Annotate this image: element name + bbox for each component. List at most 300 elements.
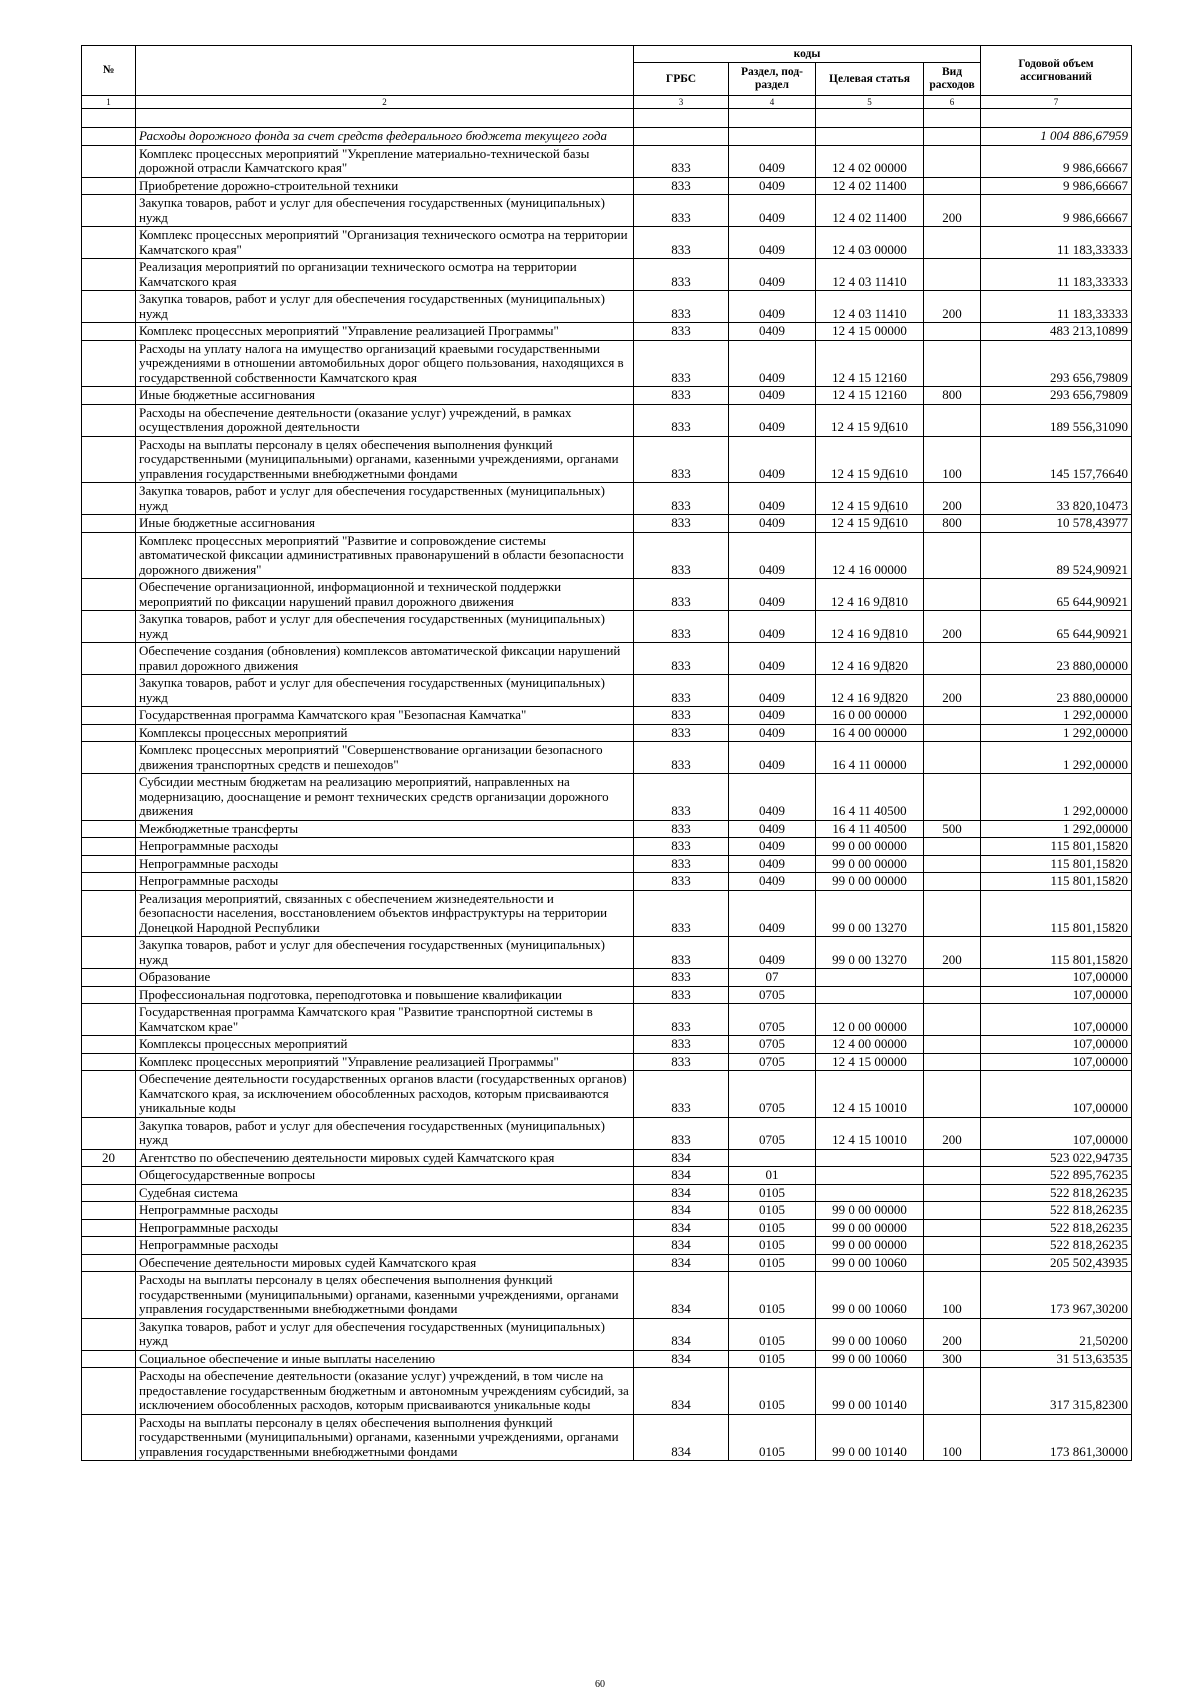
row-kind: 800 [924, 387, 981, 405]
table-row [82, 532, 1132, 579]
row-name: Закупка товаров, работ и услуг для обеспечения государственных (муниципальных) нужд [136, 195, 634, 227]
row-section: 0105 [729, 1237, 816, 1255]
row-kind [924, 890, 981, 937]
table-row [82, 724, 1132, 742]
row-target: 12 4 16 00000 [816, 532, 924, 579]
column-number: 2 [136, 96, 634, 109]
row-number [82, 1254, 136, 1272]
row-kind [924, 643, 981, 675]
header-kind: Вид расходов [924, 63, 981, 96]
row-grbs: 833 [634, 937, 729, 969]
table-row [82, 675, 1132, 707]
row-target: 12 4 15 10010 [816, 1071, 924, 1118]
table-row [82, 1368, 1132, 1415]
row-number [82, 838, 136, 856]
row-number [82, 1318, 136, 1350]
row-target: 99 0 00 00000 [816, 855, 924, 873]
header-number: № [82, 46, 136, 96]
row-name: Расходы на выплаты персоналу в целях обеспечения выполнения функций государственными (муниципальными) органами, казенными учреждениями, органами управления государственными внебюджетными фондами [136, 436, 634, 483]
table-row [82, 1202, 1132, 1220]
row-name: Комплекс процессных мероприятий "Развитие и сопровождение системы автоматической фиксации административных правонарушений в области безопасности дорожного движения" [136, 532, 634, 579]
table-row [82, 195, 1132, 227]
row-name: Расходы на обеспечение деятельности (оказание услуг) учреждений, в рамках осуществления дорожной деятельности [136, 404, 634, 436]
row-section: 0409 [729, 387, 816, 405]
row-name: Комплекс процессных мероприятий "Организация технического осмотра на территории Камчатского края" [136, 227, 634, 259]
row-target: 12 4 00 00000 [816, 1036, 924, 1054]
table-row [82, 1036, 1132, 1054]
row-amount: 523 022,94735 [981, 1149, 1132, 1167]
row-name: Государственная программа Камчатского края "Безопасная Камчатка" [136, 707, 634, 725]
table-body [82, 128, 1132, 1461]
row-grbs: 834 [634, 1254, 729, 1272]
row-number [82, 340, 136, 387]
table-row [82, 855, 1132, 873]
row-amount: 107,00000 [981, 1053, 1132, 1071]
row-kind: 100 [924, 1414, 981, 1461]
header-codes: коды [634, 46, 981, 63]
row-number [82, 1071, 136, 1118]
table-row [82, 227, 1132, 259]
row-grbs: 833 [634, 820, 729, 838]
row-grbs: 834 [634, 1368, 729, 1415]
row-amount: 173 967,30200 [981, 1272, 1132, 1319]
row-amount: 65 644,90921 [981, 579, 1132, 611]
row-kind [924, 873, 981, 891]
row-number [82, 937, 136, 969]
row-target: 12 4 15 12160 [816, 340, 924, 387]
row-number [82, 1117, 136, 1149]
row-name: Обеспечение создания (обновления) комплексов автоматической фиксации нарушений правил дорожного движения [136, 643, 634, 675]
row-amount: 173 861,30000 [981, 1414, 1132, 1461]
row-name: Приобретение дорожно-строительной техники [136, 177, 634, 195]
row-number [82, 128, 136, 146]
row-grbs: 833 [634, 1036, 729, 1054]
row-target: 16 4 11 00000 [816, 742, 924, 774]
table-row [82, 1117, 1132, 1149]
table-row [82, 969, 1132, 987]
row-target: 99 0 00 00000 [816, 873, 924, 891]
row-kind: 200 [924, 1117, 981, 1149]
row-target: 12 4 16 9Д810 [816, 611, 924, 643]
row-target: 16 0 00 00000 [816, 707, 924, 725]
row-grbs [634, 128, 729, 146]
column-number: 4 [729, 96, 816, 109]
row-number [82, 227, 136, 259]
row-target [816, 1184, 924, 1202]
row-section: 0409 [729, 675, 816, 707]
row-kind [924, 177, 981, 195]
row-kind [924, 340, 981, 387]
row-target: 12 4 03 11410 [816, 259, 924, 291]
row-grbs: 833 [634, 515, 729, 533]
table-row [82, 1149, 1132, 1167]
row-amount: 107,00000 [981, 969, 1132, 987]
header-target: Целевая статья [816, 63, 924, 96]
row-name: Непрограммные расходы [136, 873, 634, 891]
row-kind [924, 774, 981, 821]
row-number [82, 1053, 136, 1071]
table-row [82, 742, 1132, 774]
row-number [82, 259, 136, 291]
row-grbs: 833 [634, 675, 729, 707]
column-number: 6 [924, 96, 981, 109]
row-number [82, 774, 136, 821]
table-row [82, 323, 1132, 341]
table-row [82, 291, 1132, 323]
row-target: 12 4 16 9Д820 [816, 675, 924, 707]
row-target [816, 969, 924, 987]
row-name: Иные бюджетные ассигнования [136, 515, 634, 533]
row-section: 0105 [729, 1414, 816, 1461]
row-target: 16 4 11 40500 [816, 774, 924, 821]
table-row [82, 1004, 1132, 1036]
row-target: 99 0 00 10140 [816, 1368, 924, 1415]
row-number [82, 145, 136, 177]
row-kind [924, 1149, 981, 1167]
row-section: 0409 [729, 177, 816, 195]
row-name: Закупка товаров, работ и услуг для обеспечения государственных (муниципальных) нужд [136, 1318, 634, 1350]
row-target: 12 4 15 00000 [816, 323, 924, 341]
row-amount: 189 556,31090 [981, 404, 1132, 436]
row-amount: 11 183,33333 [981, 259, 1132, 291]
row-kind [924, 404, 981, 436]
row-name: Закупка товаров, работ и услуг для обеспечения государственных (муниципальных) нужд [136, 291, 634, 323]
row-section: 0105 [729, 1184, 816, 1202]
row-amount: 107,00000 [981, 1117, 1132, 1149]
row-amount: 1 292,00000 [981, 742, 1132, 774]
row-section: 0409 [729, 890, 816, 937]
row-number [82, 1036, 136, 1054]
row-target: 99 0 00 13270 [816, 937, 924, 969]
row-section: 01 [729, 1167, 816, 1185]
row-section: 0409 [729, 774, 816, 821]
row-grbs: 833 [634, 259, 729, 291]
row-target: 12 4 15 9Д610 [816, 483, 924, 515]
row-kind [924, 1254, 981, 1272]
row-target: 12 4 16 9Д820 [816, 643, 924, 675]
row-grbs: 834 [634, 1202, 729, 1220]
row-target: 99 0 00 00000 [816, 1202, 924, 1220]
row-section: 0409 [729, 579, 816, 611]
row-section: 0105 [729, 1254, 816, 1272]
row-name: Судебная система [136, 1184, 634, 1202]
row-number [82, 1272, 136, 1319]
row-amount: 23 880,00000 [981, 675, 1132, 707]
row-number [82, 1167, 136, 1185]
table-row [82, 128, 1132, 146]
row-name: Расходы на выплаты персоналу в целях обеспечения выполнения функций государственными (муниципальными) органами, казенными учреждениями, органами управления государственными внебюджетными фондами [136, 1414, 634, 1461]
table-row [82, 404, 1132, 436]
row-section: 0105 [729, 1350, 816, 1368]
row-name: Социальное обеспечение и иные выплаты населению [136, 1350, 634, 1368]
table-row [82, 1318, 1132, 1350]
row-number [82, 195, 136, 227]
row-name: Непрограммные расходы [136, 1219, 634, 1237]
row-kind: 100 [924, 1272, 981, 1319]
row-name: Обеспечение деятельности государственных органов власти (государственных органов) Камчатского края, за исключением обособленных расходов, которым присваиваются уникальные коды [136, 1071, 634, 1118]
row-amount: 1 004 886,67959 [981, 128, 1132, 146]
row-section: 0105 [729, 1318, 816, 1350]
row-kind: 200 [924, 1318, 981, 1350]
row-amount: 31 513,63535 [981, 1350, 1132, 1368]
row-kind: 200 [924, 675, 981, 707]
row-section: 0409 [729, 340, 816, 387]
row-section: 0409 [729, 855, 816, 873]
row-target: 12 4 15 00000 [816, 1053, 924, 1071]
row-number [82, 1350, 136, 1368]
row-amount: 522 818,26235 [981, 1237, 1132, 1255]
row-number: 20 [82, 1149, 136, 1167]
row-section: 0705 [729, 1053, 816, 1071]
row-target [816, 1149, 924, 1167]
row-grbs: 834 [634, 1414, 729, 1461]
header-grbs: ГРБС [634, 63, 729, 96]
row-target: 12 4 15 12160 [816, 387, 924, 405]
row-name: Закупка товаров, работ и услуг для обеспечения государственных (муниципальных) нужд [136, 483, 634, 515]
row-grbs: 833 [634, 195, 729, 227]
row-amount: 293 656,79809 [981, 387, 1132, 405]
row-amount: 9 986,66667 [981, 145, 1132, 177]
row-amount: 1 292,00000 [981, 774, 1132, 821]
row-kind: 800 [924, 515, 981, 533]
row-grbs: 833 [634, 340, 729, 387]
row-grbs: 833 [634, 177, 729, 195]
row-target: 12 4 03 00000 [816, 227, 924, 259]
row-kind [924, 1237, 981, 1255]
row-kind: 200 [924, 195, 981, 227]
row-amount: 23 880,00000 [981, 643, 1132, 675]
row-name: Закупка товаров, работ и услуг для обеспечения государственных (муниципальных) нужд [136, 675, 634, 707]
page-number: 60 [595, 1679, 605, 1690]
row-section: 0409 [729, 532, 816, 579]
row-number [82, 742, 136, 774]
row-kind [924, 579, 981, 611]
row-amount: 145 157,76640 [981, 436, 1132, 483]
row-section: 0705 [729, 1117, 816, 1149]
row-target: 99 0 00 00000 [816, 1237, 924, 1255]
row-kind: 200 [924, 937, 981, 969]
row-section: 0409 [729, 404, 816, 436]
table-row [82, 1184, 1132, 1202]
row-target: 99 0 00 10060 [816, 1272, 924, 1319]
table-row [82, 873, 1132, 891]
row-grbs: 833 [634, 838, 729, 856]
row-name: Непрограммные расходы [136, 1237, 634, 1255]
table-row [82, 145, 1132, 177]
row-target: 12 4 02 11400 [816, 195, 924, 227]
row-name: Расходы на уплату налога на имущество организаций краевыми государственными учреждениями в отношении автомобильных дорог общего пользования, находящихся в государственной собственности Камчатского края [136, 340, 634, 387]
row-section: 0409 [729, 838, 816, 856]
row-number [82, 675, 136, 707]
row-name: Обеспечение деятельности мировых судей Камчатского края [136, 1254, 634, 1272]
row-number [82, 873, 136, 891]
table-row [82, 820, 1132, 838]
row-section: 0105 [729, 1202, 816, 1220]
row-name: Закупка товаров, работ и услуг для обеспечения государственных (муниципальных) нужд [136, 937, 634, 969]
row-amount: 115 801,15820 [981, 838, 1132, 856]
row-name: Комплексы процессных мероприятий [136, 724, 634, 742]
row-target [816, 128, 924, 146]
row-amount: 522 818,26235 [981, 1202, 1132, 1220]
row-section: 0409 [729, 611, 816, 643]
row-grbs: 833 [634, 532, 729, 579]
row-section: 0409 [729, 323, 816, 341]
row-grbs: 833 [634, 707, 729, 725]
row-grbs: 833 [634, 291, 729, 323]
row-kind [924, 1202, 981, 1220]
budget-table [81, 45, 1132, 1461]
row-section: 0409 [729, 259, 816, 291]
row-number [82, 986, 136, 1004]
row-number [82, 323, 136, 341]
row-amount: 11 183,33333 [981, 227, 1132, 259]
row-number [82, 890, 136, 937]
table-row [82, 1219, 1132, 1237]
row-grbs: 833 [634, 611, 729, 643]
row-amount: 33 820,10473 [981, 483, 1132, 515]
row-number [82, 1414, 136, 1461]
row-kind [924, 1184, 981, 1202]
row-section: 0409 [729, 820, 816, 838]
row-section: 0409 [729, 195, 816, 227]
row-section: 0409 [729, 515, 816, 533]
row-grbs: 833 [634, 404, 729, 436]
row-kind [924, 707, 981, 725]
table-row [82, 259, 1132, 291]
row-section: 0409 [729, 483, 816, 515]
row-target: 12 4 15 9Д610 [816, 515, 924, 533]
row-kind [924, 969, 981, 987]
row-name: Агентство по обеспечению деятельности мировых судей Камчатского края [136, 1149, 634, 1167]
column-number: 3 [634, 96, 729, 109]
row-grbs: 833 [634, 1117, 729, 1149]
row-number [82, 1184, 136, 1202]
row-grbs: 833 [634, 986, 729, 1004]
row-target: 99 0 00 00000 [816, 838, 924, 856]
row-kind [924, 1004, 981, 1036]
row-amount: 107,00000 [981, 1004, 1132, 1036]
row-name: Закупка товаров, работ и услуг для обеспечения государственных (муниципальных) нужд [136, 1117, 634, 1149]
header-section: Раздел, под-раздел [729, 63, 816, 96]
row-kind [924, 323, 981, 341]
row-kind [924, 1219, 981, 1237]
row-number [82, 515, 136, 533]
table-row [82, 387, 1132, 405]
row-name: Расходы на выплаты персоналу в целях обеспечения выполнения функций государственными (муниципальными) органами, казенными учреждениями, органами управления государственными внебюджетными фондами [136, 1272, 634, 1319]
row-name: Профессиональная подготовка, переподготовка и повышение квалификации [136, 986, 634, 1004]
row-target: 99 0 00 10140 [816, 1414, 924, 1461]
row-section: 0409 [729, 291, 816, 323]
row-amount: 115 801,15820 [981, 873, 1132, 891]
table-row [82, 1237, 1132, 1255]
table-row [82, 340, 1132, 387]
row-section: 0105 [729, 1368, 816, 1415]
row-grbs: 833 [634, 643, 729, 675]
row-section: 0705 [729, 1004, 816, 1036]
row-kind [924, 259, 981, 291]
table-row [82, 1414, 1132, 1461]
table-row [82, 643, 1132, 675]
column-number: 1 [82, 96, 136, 109]
row-name: Комплекс процессных мероприятий "Управление реализацией Программы" [136, 323, 634, 341]
row-amount: 522 895,76235 [981, 1167, 1132, 1185]
row-grbs: 833 [634, 1004, 729, 1036]
row-grbs: 833 [634, 323, 729, 341]
table-row [82, 436, 1132, 483]
column-number: 5 [816, 96, 924, 109]
row-amount: 1 292,00000 [981, 820, 1132, 838]
row-kind [924, 1167, 981, 1185]
table-row [82, 1254, 1132, 1272]
table-row [82, 515, 1132, 533]
row-kind: 200 [924, 611, 981, 643]
row-name: Реализация мероприятий, связанных с обеспечением жизнедеятельности и безопасности населения, восстановлением объектов инфраструктуры на территории Донецкой Народной Республики [136, 890, 634, 937]
row-amount: 1 292,00000 [981, 707, 1132, 725]
row-amount: 11 183,33333 [981, 291, 1132, 323]
row-amount: 89 524,90921 [981, 532, 1132, 579]
row-section: 0105 [729, 1272, 816, 1319]
row-grbs: 833 [634, 855, 729, 873]
table-row [82, 890, 1132, 937]
row-kind [924, 724, 981, 742]
row-name: Реализация мероприятий по организации технического осмотра на территории Камчатского края [136, 259, 634, 291]
row-amount: 9 986,66667 [981, 177, 1132, 195]
row-number [82, 643, 136, 675]
row-grbs: 834 [634, 1272, 729, 1319]
row-kind: 200 [924, 291, 981, 323]
row-section: 0409 [729, 145, 816, 177]
table-row [82, 1053, 1132, 1071]
table-row [82, 986, 1132, 1004]
row-number [82, 707, 136, 725]
table-row [82, 838, 1132, 856]
row-number [82, 611, 136, 643]
row-section: 0409 [729, 436, 816, 483]
row-name: Иные бюджетные ассигнования [136, 387, 634, 405]
row-kind [924, 1036, 981, 1054]
row-amount: 1 292,00000 [981, 724, 1132, 742]
row-kind [924, 227, 981, 259]
row-amount: 115 801,15820 [981, 937, 1132, 969]
row-name: Расходы дорожного фонда за счет средств федерального бюджета текущего года [136, 128, 634, 146]
row-number [82, 483, 136, 515]
row-kind [924, 128, 981, 146]
row-number [82, 969, 136, 987]
row-number [82, 436, 136, 483]
header-amount: Годовой объем ассигнований [981, 46, 1132, 96]
row-grbs: 833 [634, 1071, 729, 1118]
row-name: Комплекс процессных мероприятий "Управление реализацией Программы" [136, 1053, 634, 1071]
row-kind [924, 986, 981, 1004]
row-number [82, 1219, 136, 1237]
row-number [82, 1004, 136, 1036]
row-grbs: 833 [634, 1053, 729, 1071]
row-target: 16 4 00 00000 [816, 724, 924, 742]
row-section: 0409 [729, 873, 816, 891]
row-name: Непрограммные расходы [136, 1202, 634, 1220]
table-row [82, 937, 1132, 969]
row-name: Комплексы процессных мероприятий [136, 1036, 634, 1054]
table-row [82, 1167, 1132, 1185]
table-row [82, 774, 1132, 821]
row-name: Закупка товаров, работ и услуг для обеспечения государственных (муниципальных) нужд [136, 611, 634, 643]
row-target: 12 4 15 10010 [816, 1117, 924, 1149]
row-target: 99 0 00 00000 [816, 1219, 924, 1237]
budget-table-sheet [81, 45, 1131, 1461]
row-grbs: 833 [634, 227, 729, 259]
row-target: 12 4 15 9Д610 [816, 404, 924, 436]
row-amount: 483 213,10899 [981, 323, 1132, 341]
